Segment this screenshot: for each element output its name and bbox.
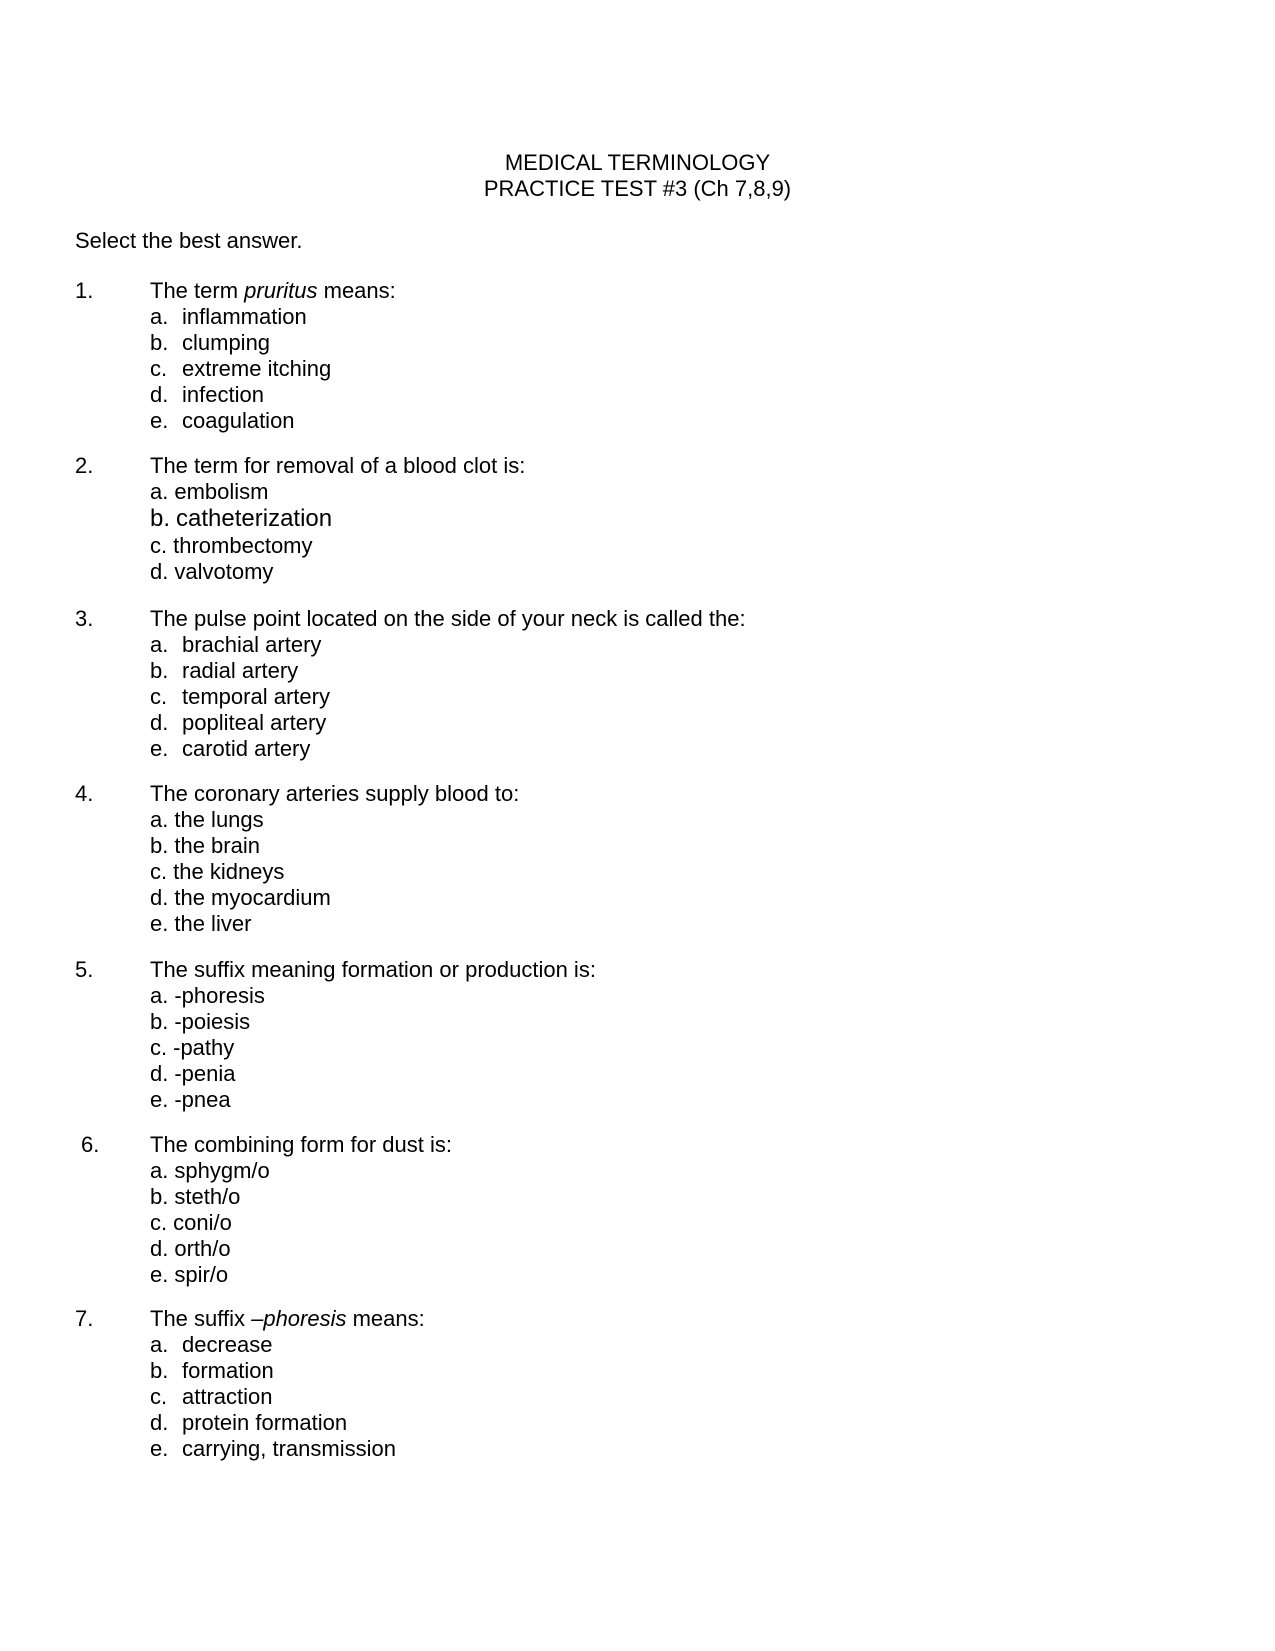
option-letter: c. — [150, 1035, 168, 1060]
option-letter: c. — [150, 859, 168, 884]
answer-option[interactable] — [150, 1061, 265, 1087]
question-text — [150, 1306, 425, 1332]
option-text: clumping — [182, 330, 271, 355]
option-text: carotid artery — [182, 736, 311, 761]
question-text — [150, 278, 396, 304]
answer-option[interactable] — [150, 304, 331, 330]
option-text: -pathy — [173, 1035, 235, 1060]
answer-options — [150, 983, 265, 1113]
option-letter: a. — [150, 1158, 169, 1183]
answer-option[interactable] — [150, 710, 330, 736]
option-text: spir/o — [174, 1262, 229, 1287]
option-text: steth/o — [174, 1184, 241, 1209]
answer-option[interactable] — [150, 533, 332, 559]
option-text: formation — [182, 1358, 274, 1383]
answer-option[interactable] — [150, 559, 332, 585]
option-letter: a. — [150, 807, 169, 832]
option-text: temporal artery — [182, 684, 330, 709]
answer-option[interactable] — [150, 330, 331, 356]
answer-option[interactable] — [150, 408, 331, 434]
answer-option[interactable] — [150, 807, 331, 833]
option-text: -poiesis — [174, 1009, 251, 1034]
question-text: The coronary arteries supply blood to: — [150, 781, 520, 806]
answer-option[interactable] — [150, 1009, 265, 1035]
answer-options — [150, 632, 330, 762]
answer-option[interactable] — [150, 632, 330, 658]
option-letter: b. — [150, 505, 171, 532]
option-letter: e. — [150, 736, 169, 761]
option-letter: a. — [150, 1332, 169, 1357]
answer-option[interactable] — [150, 356, 331, 382]
question-number: 5. — [75, 957, 94, 982]
answer-option[interactable] — [150, 1035, 265, 1061]
answer-options — [150, 1332, 396, 1462]
option-text: popliteal artery — [182, 710, 327, 735]
option-letter: d. — [150, 1410, 169, 1435]
question-number: 7. — [75, 1306, 94, 1331]
option-text: sphygm/o — [174, 1158, 270, 1183]
option-text: the brain — [174, 833, 260, 858]
answer-option[interactable] — [150, 1358, 396, 1384]
option-letter: c. — [150, 533, 168, 558]
title-line-1: MEDICAL TERMINOLOGY — [504, 150, 771, 175]
answer-option[interactable] — [150, 684, 330, 710]
option-letter: b. — [150, 833, 169, 858]
option-text: valvotomy — [174, 559, 274, 584]
answer-option[interactable] — [150, 911, 331, 937]
option-letter: d. — [150, 885, 169, 910]
answer-option[interactable] — [150, 1410, 396, 1436]
question-number: 1. — [75, 278, 94, 303]
option-letter: b. — [150, 1184, 169, 1209]
answer-option[interactable] — [150, 1158, 270, 1184]
answer-option[interactable] — [150, 382, 331, 408]
question-number: 4. — [75, 781, 94, 806]
answer-options — [150, 479, 332, 585]
option-letter: a. — [150, 304, 169, 329]
answer-option[interactable] — [150, 658, 330, 684]
option-letter: d. — [150, 1236, 169, 1261]
option-letter: e. — [150, 1436, 169, 1461]
option-text: radial artery — [182, 658, 299, 683]
option-letter: d. — [150, 710, 169, 735]
option-text: decrease — [182, 1332, 273, 1357]
question-text: The term for removal of a blood clot is: — [150, 453, 526, 478]
answer-option[interactable] — [150, 1087, 265, 1113]
answer-option[interactable] — [150, 479, 332, 505]
answer-options — [150, 304, 331, 434]
question-text-part: The term — [150, 278, 245, 303]
question-text-part: The suffix — [150, 1306, 252, 1331]
title-line-2: PRACTICE TEST #3 (Ch 7,8,9) — [483, 176, 792, 201]
option-letter: c. — [150, 684, 168, 709]
option-letter: c. — [150, 1384, 168, 1409]
question-text: The pulse point located on the side of your neck is called the: — [150, 606, 746, 631]
option-letter: a. — [150, 983, 169, 1008]
answer-option[interactable] — [150, 505, 332, 533]
option-text: coni/o — [173, 1210, 232, 1235]
answer-option[interactable] — [150, 1332, 396, 1358]
option-letter: d. — [150, 382, 169, 407]
answer-options — [150, 1158, 270, 1288]
option-text: the kidneys — [173, 859, 285, 884]
option-text: -penia — [174, 1061, 236, 1086]
answer-option[interactable] — [150, 833, 331, 859]
option-letter: d. — [150, 1061, 169, 1086]
option-text: -pnea — [174, 1087, 231, 1112]
option-text: brachial artery — [182, 632, 322, 657]
option-text: extreme itching — [182, 356, 332, 381]
option-letter: c. — [150, 1210, 168, 1235]
option-text: attraction — [182, 1384, 273, 1409]
option-letter: b. — [150, 1358, 169, 1383]
question-number: 2. — [75, 453, 94, 478]
question-text-part: means: — [346, 1306, 425, 1331]
option-letter: e. — [150, 408, 169, 433]
option-text: the liver — [174, 911, 252, 936]
instruction-text: Select the best answer. — [75, 228, 303, 253]
option-text: -phoresis — [174, 983, 265, 1008]
option-text: carrying, transmission — [182, 1436, 396, 1461]
answer-option[interactable] — [150, 1236, 270, 1262]
option-text: embolism — [174, 479, 269, 504]
answer-option[interactable] — [150, 859, 331, 885]
question-number: 3. — [75, 606, 94, 631]
option-text: coagulation — [182, 408, 295, 433]
answer-options — [150, 807, 331, 937]
option-text: infection — [182, 382, 264, 407]
option-text: protein formation — [182, 1410, 348, 1435]
option-letter: b. — [150, 1009, 169, 1034]
question-term-italic: pruritus — [244, 278, 318, 303]
option-text: catheterization — [176, 505, 333, 532]
option-letter: a. — [150, 479, 169, 504]
option-letter: d. — [150, 559, 169, 584]
answer-option[interactable] — [150, 1436, 396, 1462]
option-letter: e. — [150, 1087, 169, 1112]
option-letter: e. — [150, 911, 169, 936]
question-number: 6. — [81, 1132, 100, 1157]
option-text: orth/o — [174, 1236, 231, 1261]
answer-option[interactable] — [150, 1262, 270, 1288]
answer-option[interactable] — [150, 1210, 270, 1236]
question-text: The combining form for dust is: — [150, 1132, 453, 1157]
option-letter: a. — [150, 632, 169, 657]
option-text: the myocardium — [174, 885, 331, 910]
option-letter: c. — [150, 356, 168, 381]
option-letter: e. — [150, 1262, 169, 1287]
option-text: inflammation — [182, 304, 307, 329]
option-text: thrombectomy — [173, 533, 313, 558]
option-text: the lungs — [174, 807, 264, 832]
option-letter: b. — [150, 330, 169, 355]
answer-option[interactable] — [150, 1184, 270, 1210]
answer-option[interactable] — [150, 736, 330, 762]
question-text: The suffix meaning formation or production is: — [150, 957, 596, 982]
question-term-italic: –phoresis — [251, 1306, 347, 1331]
option-letter: b. — [150, 658, 169, 683]
question-text-part: means: — [317, 278, 396, 303]
answer-option[interactable] — [150, 1384, 396, 1410]
answer-option[interactable] — [150, 885, 331, 911]
answer-option[interactable] — [150, 983, 265, 1009]
